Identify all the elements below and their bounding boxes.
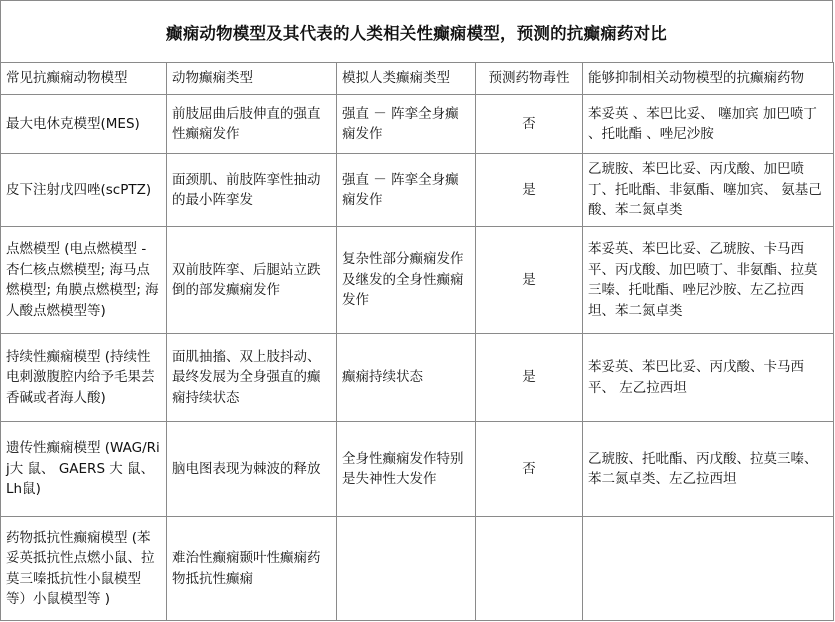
cell-human-type: 强直 － 阵挛全身癫痫发作	[337, 95, 476, 154]
header-drugs: 能够抑制相关动物模型的抗癫痫药物	[583, 63, 834, 95]
table-row	[1, 95, 834, 154]
header-model: 常见抗癫痫动物模型	[1, 63, 167, 95]
table-row	[1, 422, 834, 517]
cell-model: 药物抵抗性癫痫模型 (苯妥英抵抗性点燃小鼠、拉莫三嗪抵抗性小鼠模型等）小鼠模型等 )	[1, 517, 167, 621]
header-human-type: 模拟人类癫痫类型	[337, 63, 476, 95]
table-row	[1, 517, 834, 621]
cell-animal-type: 双前肢阵挛、后腿站立跌倒的部发癫痫发作	[167, 227, 337, 334]
header-row	[1, 63, 834, 95]
cell-drugs: 乙琥胺、托吡酯、丙戊酸、拉莫三嗪、苯二氮卓类、左乙拉西坦	[583, 422, 834, 517]
table-row	[1, 334, 834, 422]
cell-toxicity: 否	[476, 422, 583, 517]
cell-toxicity: 是	[476, 334, 583, 422]
cell-model: 最大电休克模型(MES)	[1, 95, 167, 154]
table-row	[1, 154, 834, 227]
cell-animal-type: 脑电图表现为棘波的释放	[167, 422, 337, 517]
cell-model: 遗传性癫痫模型 (WAG/Rij大 鼠、 GAERS 大 鼠、 Lh鼠)	[1, 422, 167, 517]
cell-human-type	[337, 517, 476, 621]
comparison-table	[0, 62, 834, 621]
cell-animal-type: 难治性癫痫颞叶性癫痫药物抵抗性癫痫	[167, 517, 337, 621]
cell-toxicity	[476, 517, 583, 621]
cell-model: 点燃模型 (电点燃模型 - 杏仁核点燃模型; 海马点燃模型; 角膜点燃模型; 海人酸点燃模型等)	[1, 227, 167, 334]
cell-drugs: 苯妥英 、苯巴比妥、 噻加宾 加巴喷丁 、托吡酯 、唑尼沙胺	[583, 95, 834, 154]
cell-human-type: 强直 － 阵挛全身癫痫发作	[337, 154, 476, 227]
title-row	[0, 0, 833, 62]
cell-human-type: 复杂性部分癫痫发作及继发的全身性癫痫发作	[337, 227, 476, 334]
cell-human-type: 全身性癫痫发作特别是失神性大发作	[337, 422, 476, 517]
cell-drugs: 乙琥胺、苯巴比妥、丙戊酸、加巴喷丁、托吡酯、非氨酯、噻加宾、 氨基己酸、苯二氮卓类	[583, 154, 834, 227]
table-title: 癫痫动物模型及其代表的人类相关性癫痫模型，预测的抗癫痫药对比	[166, 23, 667, 43]
cell-drugs: 苯妥英、苯巴比妥、乙琥胺、卡马西平、丙戊酸、加巴喷丁、非氨酯、拉莫三嗪、托吡酯、唑尼沙胺、左乙拉西坦、苯二氮卓类	[583, 227, 834, 334]
cell-animal-type: 面肌抽搐、双上肢抖动、最终发展为全身强直的癫痫持续状态	[167, 334, 337, 422]
cell-toxicity: 否	[476, 95, 583, 154]
cell-model: 皮下注射戊四唑(scPTZ)	[1, 154, 167, 227]
cell-toxicity: 是	[476, 227, 583, 334]
table-row	[1, 227, 834, 334]
header-animal-type: 动物癫痫类型	[167, 63, 337, 95]
cell-drugs: 苯妥英、苯巴比妥、丙戊酸、卡马西平、 左乙拉西坦	[583, 334, 834, 422]
cell-animal-type: 面颈肌、前肢阵挛性抽动的最小阵挛发	[167, 154, 337, 227]
cell-human-type: 癫痫持续状态	[337, 334, 476, 422]
cell-toxicity: 是	[476, 154, 583, 227]
cell-drugs	[583, 517, 834, 621]
cell-model: 持续性癫痫模型 (持续性电刺激腹腔内给予毛果芸香碱或者海人酸)	[1, 334, 167, 422]
header-toxicity: 预测药物毒性	[476, 63, 583, 95]
cell-animal-type: 前肢屈曲后肢伸直的强直性癫痫发作	[167, 95, 337, 154]
